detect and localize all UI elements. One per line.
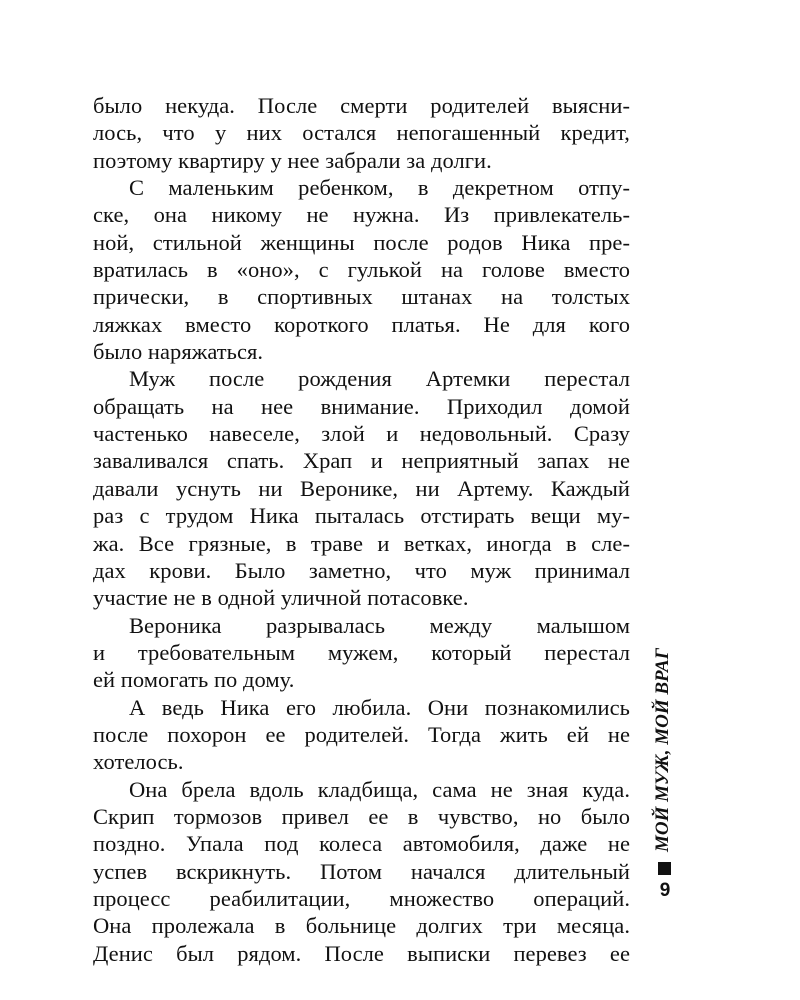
- text-line: участие не в одной уличной потасовке.: [93, 585, 469, 611]
- text-line: процесс реабилитации, множество операций.: [93, 885, 630, 911]
- text-line: давали уснуть ни Веронике, ни Артему. Каждый: [93, 475, 630, 501]
- text-line: раз с трудом Ника пыталась отстирать вещи му-: [93, 503, 630, 529]
- text-line: хотелось.: [93, 749, 184, 775]
- text-line: ляжках вместо короткого платья. Не для кого: [93, 311, 630, 337]
- text-line: ске, она никому не нужна. Из привлекатель-: [93, 202, 630, 228]
- text-line: обращать на нее внимание. Приходил домой: [93, 393, 630, 419]
- text-line: А ведь Ника его любила. Они познакомились: [129, 694, 630, 720]
- text-line: поздно. Упала под колеса автомобиля, даже не: [93, 831, 630, 857]
- text-line: заваливался спать. Храп и неприятный запах не: [93, 448, 630, 474]
- paragraph: [93, 776, 630, 967]
- paragraph: [93, 365, 630, 611]
- text-line: было наряжаться.: [93, 339, 264, 365]
- text-line: жа. Все грязные, в траве и ветках, иногда в сле-: [93, 530, 630, 556]
- text-line: после похорон ее родителей. Тогда жить ей не: [93, 721, 630, 747]
- text-line: прически, в спортивных штанах на толстых: [93, 284, 630, 310]
- page-number: 9: [659, 880, 671, 901]
- text-line: Муж после рождения Артемки перестал: [129, 366, 630, 392]
- text-line: успев вскрикнуть. Потом начался длительный: [93, 858, 630, 884]
- body-text: [93, 92, 630, 967]
- text-line: дах крови. Было заметно, что муж принимал: [93, 557, 630, 583]
- text-line: Она брела вдоль кладбища, сама не зная куда.: [129, 776, 630, 802]
- text-line: и требовательным мужем, который перестал: [93, 639, 630, 665]
- running-title: МОЙ МУЖ, МОЙ ВРАГ: [652, 647, 673, 852]
- text-line: лось, что у них остался непогашенный кредит,: [93, 120, 630, 146]
- text-line: Вероника разрывалась между малышом: [129, 612, 630, 638]
- text-line: Скрип тормозов привел ее в чувство, но было: [93, 803, 630, 829]
- paragraph: [93, 694, 630, 776]
- text-line: вратилась в «оно», с гулькой на голове вместо: [93, 257, 630, 283]
- paragraph: [93, 612, 630, 694]
- text-line: С маленьким ребенком, в декретном отпу-: [129, 175, 630, 201]
- text-line: частенько навеселе, злой и недовольный. Сразу: [93, 421, 630, 447]
- paragraph: [93, 174, 630, 365]
- text-line: Она пролежала в больнице долгих три месяца.: [93, 913, 630, 939]
- text-line: ей помогать по дому.: [93, 667, 295, 693]
- text-line: Денис был рядом. После выписки перевез ее: [93, 940, 630, 966]
- text-line: поэтому квартиру у нее забрали за долги.: [93, 147, 492, 173]
- square-ornament-icon: [658, 862, 671, 875]
- text-line: было некуда. После смерти родителей выясни-: [93, 93, 630, 118]
- paragraph: [93, 92, 630, 174]
- text-line: ной, стильной женщины после родов Ника пре-: [93, 229, 630, 255]
